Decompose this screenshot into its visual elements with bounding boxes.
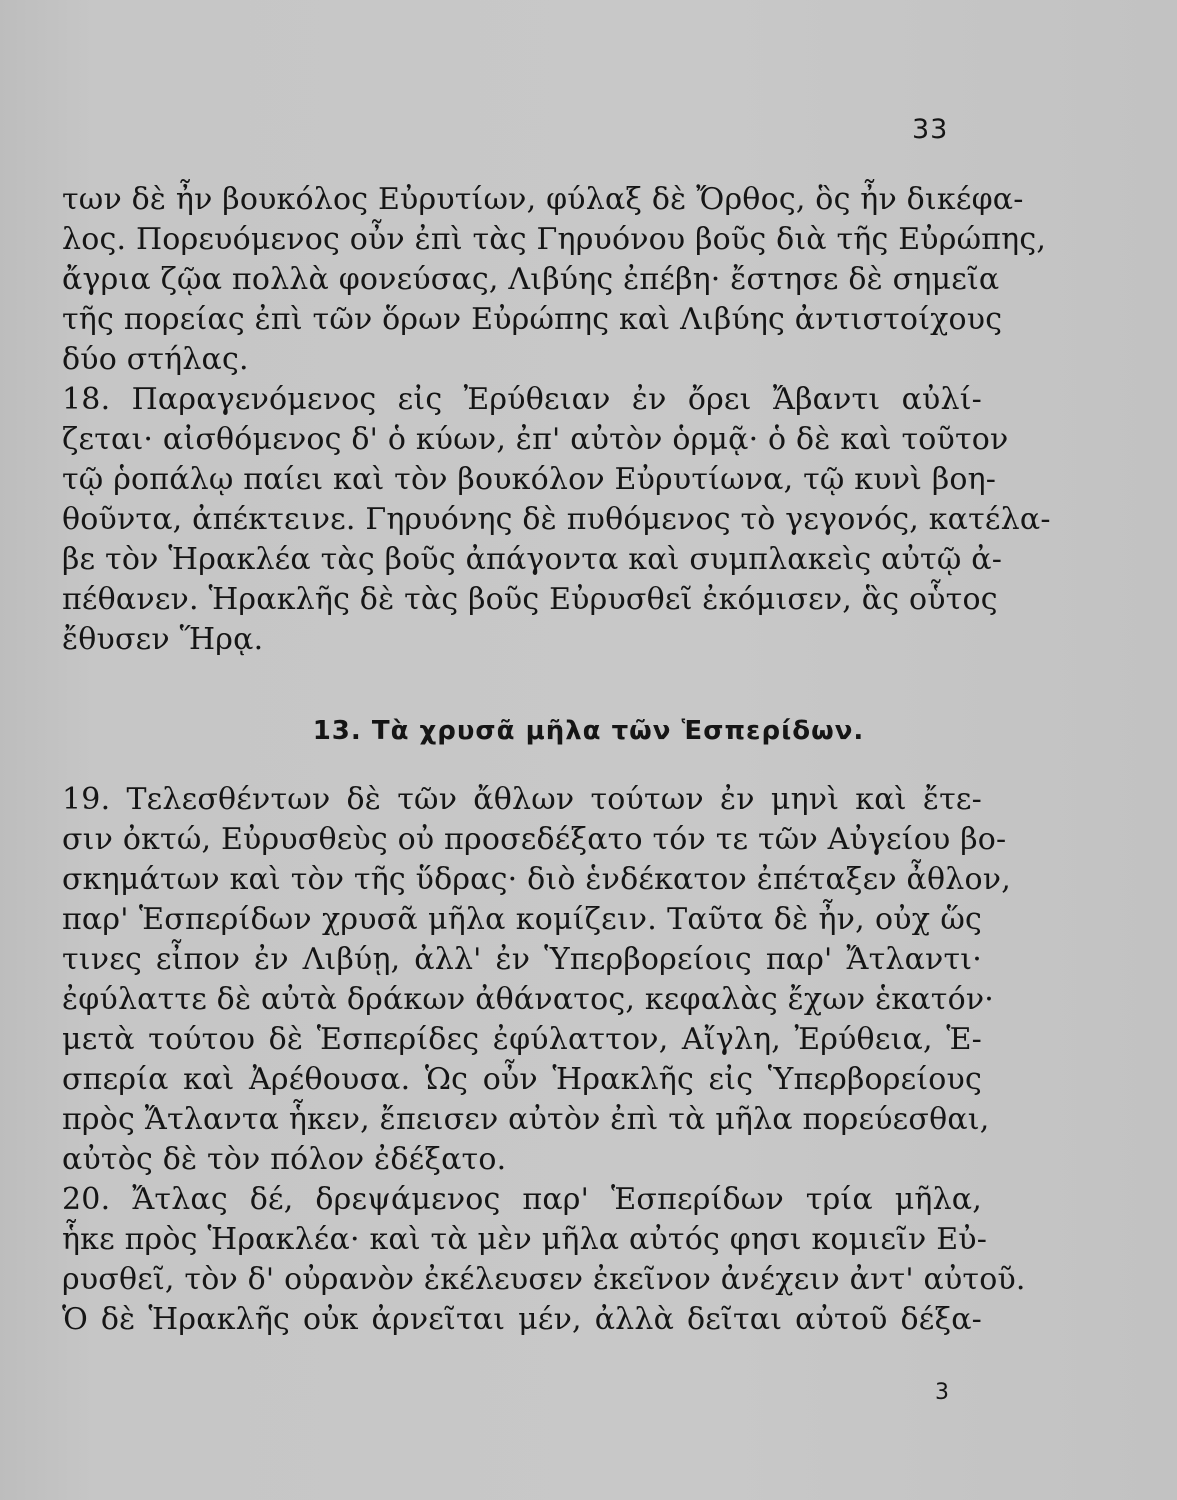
- text-line: 18. Παραγενόμενος εἰς Ἐρύθειαν ἐν ὄρει Ἄβαντι αὐλί-: [62, 382, 982, 417]
- section-heading: 13. Τὰ χρυσᾶ μῆλα τῶν Ἑσπερίδων.: [312, 716, 865, 746]
- text-line: ἐφύλαττε δὲ αὐτὰ δράκων ἀθάνατος, κεφαλὰς ἔχων ἑκατόν·: [62, 982, 995, 1017]
- text-line: σκημάτων καὶ τὸν τῆς ὕδρας· διὸ ἑνδέκατον ἐπέταξεν ἆθλον,: [62, 862, 1011, 897]
- text-line: βε τὸν Ἡρακλέα τὰς βοῦς ἀπάγοντα καὶ συμπλακεὶς αὐτῷ ἀ-: [62, 542, 1003, 577]
- text-block-paragraphs-17-18: [62, 180, 1051, 660]
- text-line: 20. Ἄτλας δέ, δρεψάμενος παρ' Ἑσπερίδων τρία μῆλα,: [62, 1182, 982, 1217]
- text-line: Ὁ δὲ Ἡρακλῆς οὐκ ἀρνεῖται μέν, ἀλλὰ δεῖται αὐτοῦ δέξα-: [62, 1302, 982, 1337]
- text-line: τῆς πορείας ἐπὶ τῶν ὅρων Εὐρώπης καὶ Λιβύης ἀντιστοίχους: [62, 302, 1003, 337]
- text-line: πέθανεν. Ἡρακλῆς δὲ τὰς βοῦς Εὐρυσθεῖ ἐκόμισεν, ἃς οὗτος: [62, 582, 998, 617]
- text-line: μετὰ τούτου δὲ Ἑσπερίδες ἐφύλαττον, Αἴγλη, Ἐρύθεια, Ἑ-: [62, 1022, 982, 1057]
- text-line: πρὸς Ἄτλαντα ἧκεν, ἔπεισεν αὐτὸν ἐπὶ τὰ μῆλα πορεύεσθαι,: [62, 1102, 990, 1137]
- text-line: σπερία καὶ Ἀρέθουσα. Ὡς οὖν Ἡρακλῆς εἰς Ὑπερβορείους: [62, 1062, 982, 1097]
- text-line: ἄγρια ζῷα πολλὰ φονεύσας, Λιβύης ἐπέβη· ἔστησε δὲ σημεῖα: [62, 262, 1000, 297]
- page-number: 33: [912, 114, 949, 145]
- text-line: ρυσθεῖ, τὸν δ' οὐρανὸν ἐκέλευσεν ἐκεῖνον ἀνέχειν ἀντ' αὐτοῦ.: [62, 1262, 1026, 1297]
- text-line: τῷ ῥοπάλῳ παίει καὶ τὸν βουκόλον Εὐρυτίωνα, τῷ κυνὶ βοη-: [62, 462, 997, 497]
- text-line: ζεται· αἰσθόμενος δ' ὁ κύων, ἐπ' αὐτὸν ὁρμᾷ· ὁ δὲ καὶ τοῦτον: [62, 422, 1009, 457]
- text-line: παρ' Ἑσπερίδων χρυσᾶ μῆλα κομίζειν. Ταῦτα δὲ ἦν, οὐχ ὥς: [62, 902, 982, 937]
- text-line: αὐτὸς δὲ τὸν πόλον ἐδέξατο.: [62, 1142, 507, 1177]
- text-line: ἔθυσεν Ἥρᾳ.: [62, 622, 264, 657]
- text-line: τινες εἶπον ἐν Λιβύῃ, ἀλλ' ἐν Ὑπερβορείοις παρ' Ἄτλαντι·: [62, 942, 982, 977]
- text-block-paragraphs-19-20: [62, 780, 1026, 1340]
- text-line: ἧκε πρὸς Ἡρακλέα· καὶ τὰ μὲν μῆλα αὐτός φησι κομιεῖν Εὐ-: [62, 1222, 988, 1257]
- text-line: σιν ὀκτώ, Εὐρυσθεὺς οὐ προσεδέξατο τόν τε τῶν Αὐγείου βο-: [62, 822, 1007, 857]
- text-line: των δὲ ἦν βουκόλος Εὐρυτίων, φύλαξ δὲ Ὄρθος, ὃς ἦν δικέφα-: [62, 182, 1024, 217]
- text-line: 19. Τελεσθέντων δὲ τῶν ἄθλων τούτων ἐν μηνὶ καὶ ἔτε-: [62, 782, 982, 817]
- text-line: θοῦντα, ἀπέκτεινε. Γηρυόνης δὲ πυθόμενος τὸ γεγονός, κατέλα-: [62, 502, 1051, 537]
- signature-mark: 3: [935, 1380, 949, 1405]
- text-line: δύο στήλας.: [62, 342, 249, 377]
- text-line: λος. Πορευόμενος οὖν ἐπὶ τὰς Γηρυόνου βοῦς διὰ τῆς Εὐρώπης,: [62, 222, 1047, 257]
